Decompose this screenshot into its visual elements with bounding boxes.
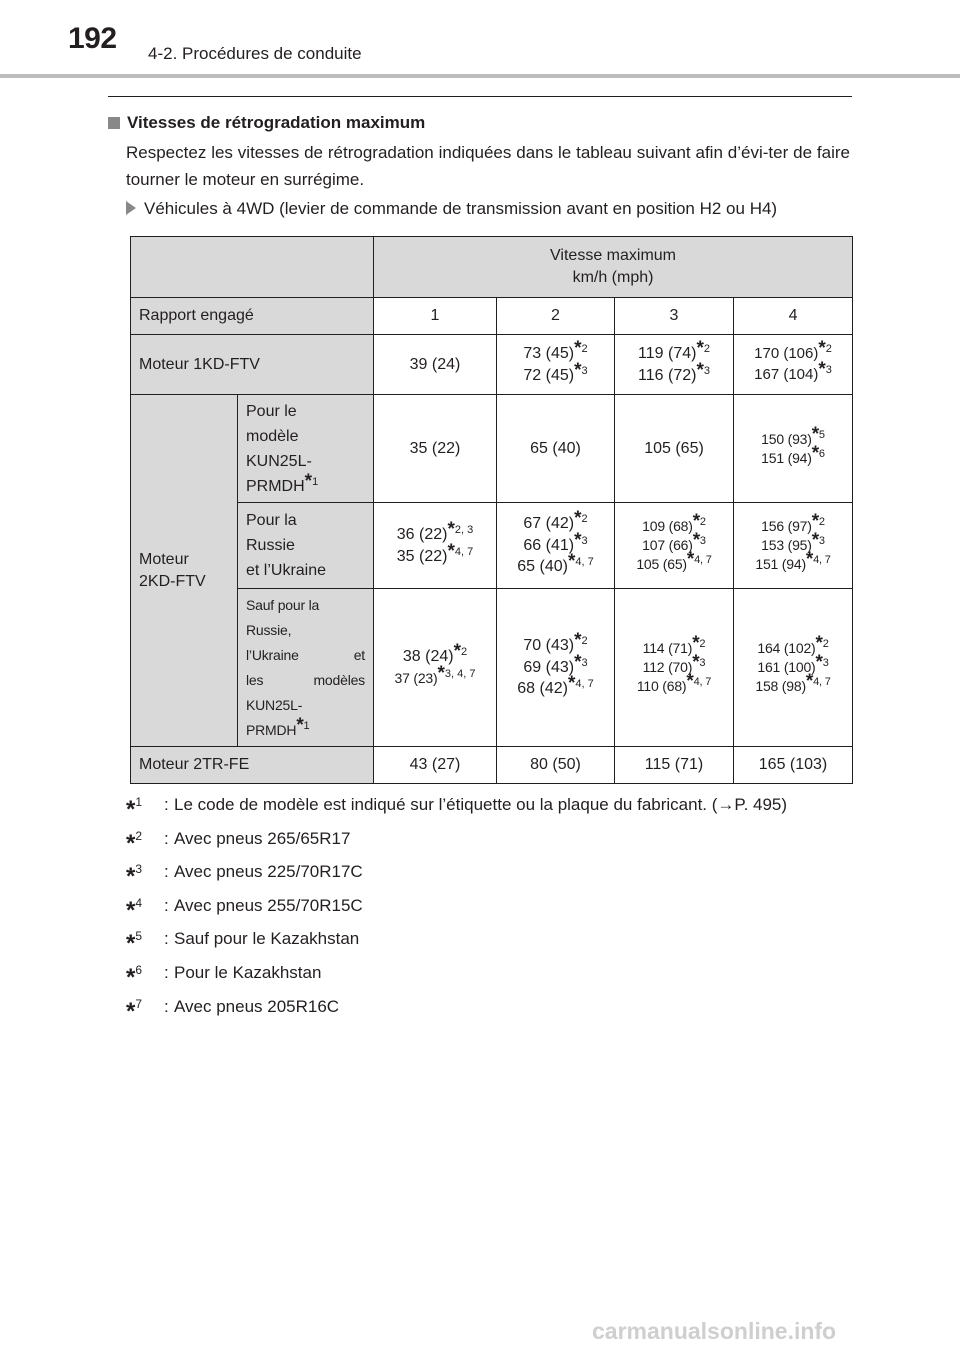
cell-value: 70 (43) (523, 637, 575, 655)
cell-value: 69 (43) (523, 658, 575, 676)
footnote-ref: 2 (818, 516, 825, 529)
row-label: et (353, 646, 365, 663)
footnote-ref: 3 (581, 534, 588, 547)
table-cell: 156 $(97)^{*2}$ 153 $(95)^{*3}$ 151 $(94)^{*4, 7}$ (734, 503, 853, 589)
table-cell: 4 (734, 298, 853, 335)
footnote-ref: 3 (699, 535, 706, 548)
footnote-ref: 4, 7 (813, 553, 831, 566)
footnote-text: Avec pneus 255/70R15C (174, 895, 363, 915)
cell-value: 161 (100) (757, 659, 816, 676)
table-cell: 2 (497, 298, 615, 335)
cell-value: 65 (40) (517, 558, 568, 576)
cell-value: 156 (97) (761, 518, 812, 535)
row-label: Pour la (246, 512, 297, 529)
cell-value: 37 (23) (394, 669, 438, 686)
footnote-ref: 2 (699, 638, 706, 651)
table-cell (238, 503, 374, 589)
row-label: modèle (246, 427, 299, 445)
footnote-ref: 2 (822, 638, 829, 651)
footnote: *$^1$ : Le code de modèle est indiqué sur l’étiquette ou la plaque du fabricant. (→P. 495) (126, 795, 788, 823)
cell-value: 38 (24) (402, 647, 454, 665)
cell-value: 151 (94) (755, 555, 806, 572)
footnote-ref: 2 (460, 645, 468, 658)
page-number: 192 (68, 22, 117, 55)
row-label: KUN25L- (246, 696, 303, 713)
subheading (126, 199, 777, 219)
footnote-ref: 3 (703, 364, 710, 377)
footnote-text: Avec pneus 265/65R17 (174, 828, 351, 848)
divider (108, 96, 852, 97)
footnote-ref: 1 (303, 719, 310, 732)
footnote-text: Sauf pour le Kazakhstan (174, 929, 360, 949)
cell-value: 72 (45) (523, 366, 575, 384)
section-title: 4-2. Procédures de conduite (148, 44, 362, 63)
cell-value: 158 (98) (755, 677, 806, 694)
table-cell: Moteur 2TR-FE (131, 747, 374, 784)
row-label: Pour le (246, 402, 297, 420)
cell-value: 114 (71) (642, 640, 693, 657)
table-row (131, 237, 853, 298)
cell-value: 107 (66) (642, 537, 693, 554)
footnote: *$^6$ : Pour le Kazakhstan (126, 962, 322, 991)
cell-value: 109 (68) (642, 518, 693, 535)
table-cell: 150 $(93)^{*5}$ 151 $(94)^{*6}$ (734, 395, 853, 503)
footnote-text: Pour le Kazakhstan (174, 962, 322, 982)
table-cell: Sauf pour la Russie, l’Ukraine et les modèles KUN25L- PRMDH$^{*1}$ (238, 589, 374, 747)
row-label: PRMDH (246, 721, 297, 738)
row-label: l’Ukraine (246, 646, 299, 663)
table-cell: 114 $(71)^{*2}$ 112 $(70)^{*3}$ 110 $(68)^{*4, 7}$ (615, 589, 734, 747)
table-header-text: Vitesse maximum (550, 247, 676, 265)
footnote: *$^2$ : Avec pneus 265/65R17 (126, 828, 351, 857)
table-cell: Pour le modèle KUN25L- PRMDH$^{*1}$ (238, 395, 374, 503)
row-label: Russie (246, 537, 295, 554)
intro-paragraph: Respectez les vitesses de rétrogradation indiquées dans le tableau suivant afin d’évi-ter de faire tourner le moteur en surrégime. (126, 143, 850, 189)
table-cell (131, 237, 374, 298)
table-cell: 170 $(106)^{*2}$ 167 $(104)^{*3}$ (734, 335, 853, 395)
cell-value: 112 (70) (642, 659, 693, 676)
square-bullet-icon (108, 117, 120, 129)
cell-value: 150 (93) (761, 430, 812, 447)
cell-value: 164 (102) (757, 640, 816, 657)
footnote-ref: 4, 7 (575, 556, 594, 569)
footnote-ref: 3 (699, 657, 706, 670)
table-cell: 119 $(74)^{*2}$ 116 $(72)^{*3}$ (615, 335, 734, 395)
cell-value: 66 (41) (523, 536, 575, 554)
row-label: 2KD-FTV (139, 572, 206, 590)
downshift-speed-table (130, 236, 853, 784)
table-cell: 70 $(43)^{*2}$ 69 $(43)^{*3}$ 68 $(42)^{*4, 7}$ (497, 589, 615, 747)
cell-value: 151 (94) (761, 449, 812, 466)
footnote: *$^5$ : Sauf pour le Kazakhstan (126, 929, 360, 958)
table-row (131, 503, 853, 589)
cell-value: 170 (106) (754, 345, 819, 363)
table-cell: 164 $(102)^{*2}$ 161 $(100)^{*3}$ 158 $(98)^{*4, 7}$ (734, 589, 853, 747)
table-cell: Rapport engagé (131, 298, 374, 335)
row-label: Moteur (139, 550, 189, 568)
footnote-ref: 3 (822, 657, 829, 670)
cell-value: 35 (22) (396, 547, 448, 565)
subheading-text: Véhicules à 4WD (levier de commande de transmission avant en position H2 ou H4) (144, 199, 778, 218)
table-cell: 115 (71) (615, 747, 734, 784)
watermark: carmanualsonline.info (592, 1318, 837, 1344)
footnote-ref: 4, 7 (693, 675, 712, 688)
row-label: modèles (313, 671, 365, 688)
row-label: KUN25L- (246, 452, 312, 470)
row-label: Russie, (246, 621, 292, 638)
heading-text: Vitesses de rétrogradation maximum (127, 113, 426, 132)
table-row (131, 747, 853, 784)
footnote-ref: 6 (818, 447, 825, 460)
table-header-speed (374, 237, 853, 298)
table-cell: 109 $(68)^{*2}$ 107 $(66)^{*3}$ 105 $(65)^{*4, 7}$ (615, 503, 734, 589)
cell-value: 116 (72) (638, 366, 697, 384)
table-cell: 43 (27) (374, 747, 497, 784)
footnote-ref: 2 (581, 513, 588, 526)
cell-value: 167 (104) (754, 365, 819, 383)
footnote-ref: 3, 4, 7 (444, 667, 476, 680)
row-label: les (246, 671, 264, 688)
cell-value: 110 (68) (636, 677, 687, 694)
footnote-ref: 2 (825, 343, 832, 356)
table-cell: 165 (103) (734, 747, 853, 784)
table-cell: 67 $(42)^{*2}$ 66 $(41)^{*3}$ 65 $(40)^{*4, 7}$ (497, 503, 615, 589)
cell-value: 105 (65) (636, 555, 687, 572)
table-row (131, 298, 853, 335)
footnote-ref: 2 (699, 516, 706, 529)
footnote-ref: 2 (581, 342, 588, 355)
table-row (131, 395, 853, 503)
triangle-bullet-icon (126, 201, 136, 215)
footnote-text: Avec pneus 205R16C (174, 996, 340, 1016)
table-cell: 39 (24) (374, 335, 497, 395)
table-cell (131, 395, 238, 747)
table-cell: 1 (374, 298, 497, 335)
cell-value: 36 (22) (396, 525, 448, 543)
header-rule (0, 74, 960, 78)
footnote: *$^7$ : Avec pneus 205R16C (126, 996, 340, 1025)
footnote-ref: 1 (312, 475, 319, 488)
footnote-ref: 4, 7 (813, 675, 831, 688)
row-label: Sauf pour la (246, 596, 320, 613)
footnote-ref: 3 (581, 364, 588, 377)
table-cell: 38 $(24)^{*2}$ 37 $(23)^{*3, 4, 7}$ (374, 589, 497, 747)
footnote-ref: 4, 7 (454, 545, 474, 558)
table-header-unit: km/h (mph) (572, 269, 654, 286)
table-cell: 65 (40) (497, 395, 615, 503)
table-cell: Moteur 1KD-FTV (131, 335, 374, 395)
footnote-ref: 2 (703, 342, 710, 355)
cell-value: 67 (42) (523, 515, 575, 533)
table-row (131, 589, 853, 747)
table-cell: 105 (65) (615, 395, 734, 503)
table-row (131, 335, 853, 395)
table-cell: 80 (50) (497, 747, 615, 784)
cell-value: 153 (95) (761, 537, 812, 554)
footnote-text: Le code de modèle est indiqué sur l’étiquette ou la plaque du fabricant. (→P. 495) (174, 795, 788, 814)
table-cell: 73 $(45)^{*2}$ 72 $(45)^{*3}$ (497, 335, 615, 395)
table-cell: 36 $(22)^{*2, 3}$ 35 $(22)^{*4, 7}$ (374, 503, 497, 589)
cell-value: 119 (74) (638, 344, 697, 362)
footnote-ref: 3 (581, 656, 588, 669)
footnote-text: Avec pneus 225/70R17C (174, 862, 363, 882)
footnote-ref: 2 (581, 635, 588, 648)
footnote-ref: 2, 3 (454, 523, 474, 536)
footnote-ref: 4, 7 (575, 678, 594, 691)
cell-value: 73 (45) (523, 344, 575, 362)
footnote: *$^3$ : Avec pneus 225/70R17C (126, 862, 363, 891)
row-label: PRMDH (246, 477, 305, 495)
cell-value: 68 (42) (517, 680, 568, 698)
footnote-ref: 5 (818, 428, 825, 441)
footnote-ref: 4, 7 (694, 553, 712, 566)
footnotes (126, 795, 787, 1030)
table-cell: 3 (615, 298, 734, 335)
footnote-ref: 3 (825, 363, 832, 376)
section-heading (108, 113, 425, 133)
footnote-ref: 3 (818, 535, 825, 548)
table-cell: 35 (22) (374, 395, 497, 503)
row-label: et l’Ukraine (246, 562, 327, 579)
footnote: *$^4$ : Avec pneus 255/70R15C (126, 895, 363, 924)
